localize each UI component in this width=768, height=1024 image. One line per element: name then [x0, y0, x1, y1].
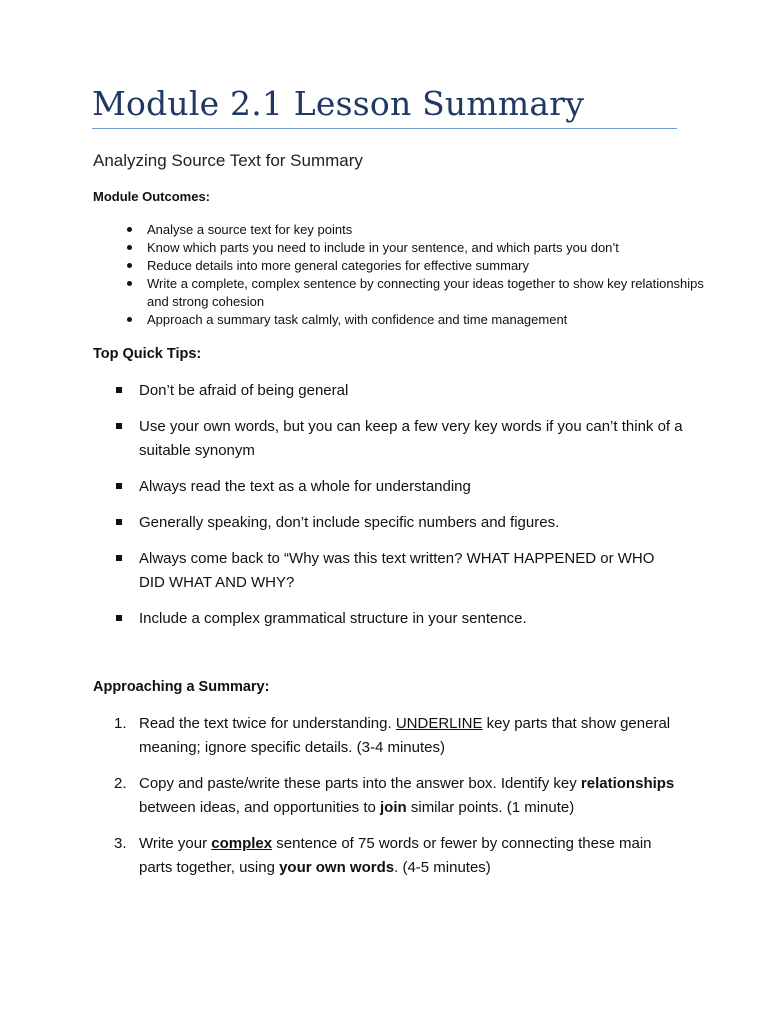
- list-item: Analyse a source text for key points: [124, 221, 704, 239]
- step-bold-text: relationships: [580, 775, 675, 792]
- steps-list: [114, 712, 684, 892]
- step-bold-text: join: [380, 799, 407, 816]
- approach-heading: Approaching a Summary:: [93, 679, 270, 695]
- list-item: Always come back to “Why was this text written? WHAT HAPPENED or WHO DID WHAT AND WHY?: [114, 547, 684, 595]
- list-item: Always read the text as a whole for understanding: [114, 475, 684, 499]
- step-item: [114, 772, 684, 820]
- step-text: key parts that show general meaning; ignore specific details. (3-4 minutes): [139, 715, 671, 756]
- step-text: sentence of 75 words or fewer by connecting these main parts together, using: [139, 835, 652, 876]
- tips-heading: Top Quick Tips:: [93, 346, 202, 362]
- title-divider: [92, 128, 677, 129]
- step-bold-underline-text: complex: [211, 835, 273, 852]
- list-item: Generally speaking, don’t include specific numbers and figures.: [114, 511, 684, 535]
- step-number: 1.: [114, 715, 127, 732]
- step-text: Write your: [139, 835, 212, 852]
- step-item: [114, 712, 684, 760]
- step-number: 3.: [114, 835, 127, 852]
- step-text: Copy and paste/write these parts into the answer box. Identify key: [139, 775, 581, 792]
- step-bold-text: your own words: [279, 859, 395, 876]
- outcomes-heading: Module Outcomes:: [93, 189, 211, 204]
- list-item: Don’t be afraid of being general: [114, 379, 684, 403]
- step-text: Read the text twice for understanding.: [139, 715, 396, 732]
- step-number: 2.: [114, 775, 127, 792]
- list-item: Include a complex grammatical structure in your sentence.: [114, 607, 684, 631]
- page-title: Module 2.1 Lesson Summary: [92, 84, 585, 123]
- list-item: Reduce details into more general categories for effective summary: [124, 257, 704, 275]
- list-item: Write a complete, complex sentence by connecting your ideas together to show key relationships and strong cohesion: [124, 275, 704, 311]
- list-item: Use your own words, but you can keep a few very key words if you can’t think of a suitable synonym: [114, 415, 684, 463]
- outcomes-list: [124, 221, 704, 329]
- step-text: . (4-5 minutes): [394, 859, 491, 876]
- step-text: similar points. (1 minute): [406, 799, 575, 816]
- tips-list: [114, 379, 684, 643]
- list-item: Approach a summary task calmly, with confidence and time management: [124, 311, 704, 329]
- list-item: Know which parts you need to include in your sentence, and which parts you don’t: [124, 239, 704, 257]
- step-underline-text: UNDERLINE: [395, 715, 483, 732]
- step-item: [114, 832, 684, 880]
- section-subtitle: Analyzing Source Text for Summary: [93, 151, 363, 170]
- step-text: between ideas, and opportunities to: [139, 799, 381, 816]
